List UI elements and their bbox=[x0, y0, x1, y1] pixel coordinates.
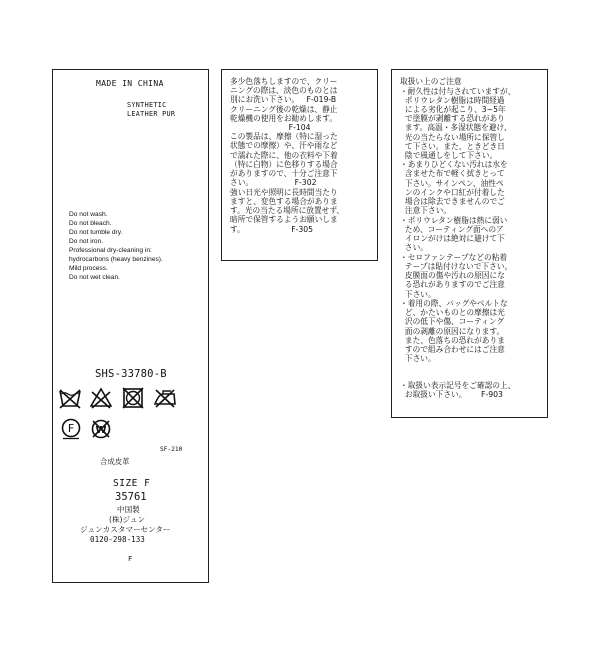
notice-line: クリーニング後の乾燥は、静止 bbox=[230, 105, 338, 114]
notice-line: す。 F-305 bbox=[230, 225, 314, 234]
notice-line: る恐れがありますのでご注意 bbox=[400, 280, 505, 289]
notice-line: さい。 F-302 bbox=[230, 178, 317, 187]
notice-line: 光の当たらない場所に保管し bbox=[400, 133, 505, 142]
notice-line: F-104 bbox=[230, 123, 311, 132]
notice-line: 下さい。サインペン、油性ペ bbox=[400, 179, 504, 188]
main-care-label bbox=[52, 69, 209, 583]
notice-line: で塗膜が剥離する恐れがあり bbox=[400, 114, 505, 123]
notice-line: ・ポリウレタン樹脂は熱に弱い bbox=[400, 216, 508, 225]
notice-line: お取扱い下さい。 F-903 bbox=[400, 390, 503, 399]
notice-line: 含ませた布で軽く拭きとって bbox=[400, 169, 505, 178]
style-number: 35761 bbox=[115, 491, 147, 503]
notice-line: ・耐久性は付与されていますが、 bbox=[400, 87, 516, 96]
notice-line: ど、かたいものとの摩擦は光 bbox=[400, 308, 505, 317]
sf-code: SF-210 bbox=[160, 446, 183, 453]
notice-line: また、色落ちの恐れがありま bbox=[400, 336, 505, 345]
do-not-bleach-icon bbox=[90, 387, 112, 409]
care-instruction: Do not bleach. bbox=[69, 220, 112, 227]
material-en-line-2: LEATHER PUR bbox=[127, 110, 176, 118]
notice-line: 乾燥機の使用をお勧めします。 bbox=[230, 114, 338, 123]
notice-line: ポリウレタン樹脂は時間経過 bbox=[400, 96, 505, 105]
notice-line: イロンがけは絶対に避けて下 bbox=[400, 234, 505, 243]
notice-line: による劣化が起こり、3~5年 bbox=[400, 105, 506, 114]
notice-line: ・あまりひどくない汚れは水を bbox=[400, 160, 508, 169]
dry-clean-f-icon bbox=[60, 418, 82, 440]
company-name: (株)ジュン bbox=[109, 515, 146, 524]
made-in-text: MADE IN CHINA bbox=[96, 79, 164, 88]
notice-line: 面の剥離の原因になります。 bbox=[400, 327, 505, 336]
notice-line: 別にお洗い下さい。 F-019-B bbox=[230, 95, 337, 104]
right-care-label bbox=[391, 69, 548, 418]
notice-line: 下さい。 bbox=[400, 290, 436, 299]
do-not-wash-icon bbox=[59, 387, 81, 409]
notice-line: ンのインクや口紅が付着した bbox=[400, 188, 505, 197]
notice-line: 状態での摩擦）や、汗や雨など bbox=[230, 141, 338, 150]
notice-line: 注意下さい。 bbox=[400, 206, 452, 215]
notice-line: テープは貼付けないで下さい。 bbox=[400, 262, 513, 271]
notice-line: 陰で風通しをして下さい。 bbox=[400, 151, 498, 160]
notice-line: ・着用の際、バッグやベルトな bbox=[400, 299, 508, 308]
care-instruction: Professional dry-cleaning in: bbox=[69, 247, 152, 254]
notice-line: 皮膜面の傷や汚れの原因にな bbox=[400, 271, 505, 280]
notice-line: 強い日光や照明に長時間当たり bbox=[230, 188, 338, 197]
notice-line: て下さい。また、ときどき日 bbox=[400, 142, 505, 151]
do-not-iron-icon bbox=[153, 388, 177, 408]
notice-line: （特に白物）に色移りする場合 bbox=[230, 160, 338, 169]
do-not-tumble-dry-icon bbox=[122, 387, 144, 409]
product-code: SHS-33780-B bbox=[95, 368, 167, 380]
notice-line: 場合は除去できませんのでご bbox=[400, 197, 505, 206]
care-instruction: Do not wash. bbox=[69, 211, 108, 218]
customer-center: ジュンカスタマーセンター bbox=[80, 525, 171, 534]
notice-line: この製品は、摩擦（特に湿った bbox=[230, 132, 338, 141]
middle-care-label bbox=[221, 69, 378, 261]
dry-clean-letter: F bbox=[67, 422, 75, 435]
notice-line: ニングの際は、淡色のものとは bbox=[230, 86, 338, 95]
material-jp: 合成皮革 bbox=[100, 457, 130, 466]
notice-heading: 取扱い上のご注意 bbox=[400, 77, 462, 86]
notice-line: す。光の当たる場所に放置せず、 bbox=[230, 206, 345, 215]
notice-line: ・取扱い表示記号をご確認の上、 bbox=[400, 381, 516, 390]
care-instruction: hydrocarbons (heavy benzines). bbox=[69, 256, 163, 263]
notice-line: 多少色落ちしますので、クリー bbox=[230, 77, 338, 86]
notice-line: 暗所で保管するようお願いしま bbox=[230, 215, 338, 224]
care-instruction: Do not tumble dry. bbox=[69, 229, 123, 236]
care-instruction: Do not wet clean. bbox=[69, 274, 120, 281]
phone-number: 0120-298-133 bbox=[90, 535, 145, 544]
notice-line: さい。 bbox=[400, 243, 428, 252]
footer-letter: F bbox=[128, 555, 133, 563]
notice-line: 沢の低下や傷、コーティング bbox=[400, 317, 505, 326]
notice-line: がありますので、十分ご注意下 bbox=[230, 169, 338, 178]
care-instruction: Mild process. bbox=[69, 265, 108, 272]
svg-text:W: W bbox=[95, 425, 107, 436]
do-not-wet-clean-icon bbox=[90, 418, 112, 440]
notice-line: すので組み合わせにはご注意 bbox=[400, 345, 505, 354]
notice-line: ・セロファンテープなどの粘着 bbox=[400, 253, 508, 262]
care-instruction: Do not iron. bbox=[69, 238, 104, 245]
notice-line: で濡れた際に、他の衣料や下着 bbox=[230, 151, 338, 160]
notice-line: 下さい。 bbox=[400, 354, 436, 363]
material-en-line-1: SYNTHETIC bbox=[127, 101, 167, 109]
notice-line: ます。高温・多湿状態を避け、 bbox=[400, 123, 512, 132]
country-of-origin-jp: 中国製 bbox=[117, 505, 140, 514]
notice-line: ため、コーティング面へのア bbox=[400, 225, 504, 234]
size-label: SIZE F bbox=[113, 478, 151, 489]
notice-line: ますと、変色する場合がありま bbox=[230, 197, 338, 206]
